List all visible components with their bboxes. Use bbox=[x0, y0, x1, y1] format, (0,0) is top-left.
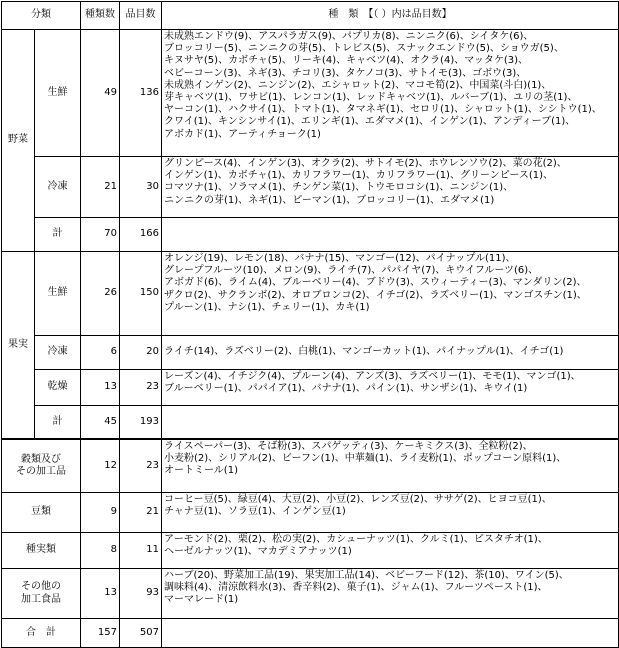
category-vegetables: 野菜 bbox=[2, 30, 35, 252]
subcategory-label: 生鮮 bbox=[35, 30, 81, 157]
kinds-count: 45 bbox=[81, 406, 120, 439]
kinds-description bbox=[162, 336, 619, 370]
subcategory-label: 乾燥 bbox=[35, 370, 81, 406]
description-line: ヘーゼルナッツ(1)、マカデミアナッツ(1) bbox=[164, 546, 352, 558]
description-line: ライスペーパー(3)、そば粉(3)、スパゲッティ(3)、ケーキミクス(3)、全粒粉(2)、 bbox=[164, 440, 533, 452]
description-line: ヤーコン(1)、ハクサイ(1)、トマト(1)、タマネギ(1)、セロリ(1)、シャロット(1)、シシトウ(1)、 bbox=[164, 104, 602, 116]
table-row bbox=[2, 493, 619, 533]
kinds-count: 6 bbox=[81, 336, 120, 370]
table-row bbox=[2, 439, 619, 493]
category-label-line: 穀類及び bbox=[21, 453, 61, 465]
description-line: オートミール(1) bbox=[164, 464, 238, 476]
items-count: 136 bbox=[120, 30, 162, 157]
category-beans: 豆類 bbox=[2, 493, 81, 533]
items-count: 21 bbox=[120, 493, 162, 533]
description-line: 小麦粉(2)、シリアル(2)、ビーフン(1)、中華麺(1)、ライ麦粉(1)、ポップコーン原料(1)、 bbox=[164, 452, 567, 464]
subtotal-label: 計 bbox=[35, 218, 81, 252]
description-line: インゲン(1)、カボチャ(1)、カリフラワー(1)、カリフラワー(1)、グリーンピース(1)、 bbox=[164, 170, 554, 182]
kinds-count: 12 bbox=[81, 439, 120, 493]
description-line: マーマレード(1) bbox=[164, 594, 239, 606]
subcategory-label: 冷凍 bbox=[35, 336, 81, 370]
table-row bbox=[2, 406, 619, 439]
table-row bbox=[2, 252, 619, 336]
food-classification-table bbox=[1, 1, 619, 648]
description-line: ブロッコリー(5)、ニンニクの芽(5)、トレビス(5)、スナックエンドウ(5)、ショウガ(5)、 bbox=[164, 43, 564, 55]
description-line: オレンジ(19)、レモン(18)、バナナ(15)、マンゴー(12)、パイナップル(11)、 bbox=[164, 253, 516, 264]
kinds-description bbox=[162, 252, 619, 336]
items-count: 193 bbox=[120, 406, 162, 439]
table-row bbox=[2, 218, 619, 252]
description-line: キヌサヤ(5)、カボチャ(5)、リーキ(4)、キャベツ(4)、オクラ(4)、マッタケ(3)、 bbox=[164, 55, 528, 67]
description-line: コーヒー豆(5)、緑豆(4)、大豆(2)、小豆(2)、レンズ豆(2)、ササゲ(2)、ヒヨコ豆(1)、 bbox=[164, 494, 552, 505]
kinds-count: 21 bbox=[81, 157, 120, 218]
kinds-description bbox=[162, 157, 619, 218]
header-description: 種 類 【（ ）内は品目数】 bbox=[162, 2, 619, 30]
kinds-count: 13 bbox=[81, 370, 120, 406]
grand-total-row bbox=[2, 619, 619, 648]
header-row bbox=[2, 2, 619, 30]
subcategory-label: 生鮮 bbox=[35, 252, 81, 336]
items-count: 11 bbox=[120, 533, 162, 569]
kinds-description bbox=[162, 493, 619, 533]
items-count: 93 bbox=[120, 569, 162, 619]
category-fruits: 果実 bbox=[2, 252, 35, 439]
description-line: グリンピース(4)、インゲン(3)、オクラ(2)、サトイモ(2)、ホウレンソウ(2)、菜の花(2)、 bbox=[164, 158, 567, 169]
description-line: クワイ(1)、キンシンサイ(1)、エリンギ(1)、エダマメ(1)、インゲン(1)、アンディーブ(1)、 bbox=[164, 116, 576, 128]
description-line: ベビーコーン(3)、ネギ(3)、チコリ(3)、タケノコ(3)、サトイモ(3)、ゴボウ(3)、 bbox=[164, 67, 527, 79]
items-count: 166 bbox=[120, 218, 162, 252]
category-label-line: 加工食品 bbox=[21, 593, 61, 605]
kinds-count: 49 bbox=[81, 30, 120, 157]
table-row bbox=[2, 370, 619, 406]
subtotal-label: 計 bbox=[35, 406, 81, 439]
description-line: ブルーベリー(1)、パパイア(1)、バナナ(1)、パイン(1)、サンザシ(1)、キウイ(1) bbox=[164, 383, 528, 395]
kinds-count: 8 bbox=[81, 533, 120, 569]
items-count: 507 bbox=[120, 619, 162, 648]
subcategory-label: 冷凍 bbox=[35, 157, 81, 218]
header-classification: 分類 bbox=[2, 2, 81, 30]
description-line: プルーン(1)、ナシ(1)、チェリー(1)、カキ(1) bbox=[164, 301, 370, 313]
kinds-count: 157 bbox=[81, 619, 120, 648]
kinds-count: 9 bbox=[81, 493, 120, 533]
category-label-line: その加工品 bbox=[16, 465, 66, 477]
category-grains bbox=[2, 439, 81, 493]
category-nuts: 種実類 bbox=[2, 533, 81, 569]
description-line: ニンニクの芽(1)、ネギ(1)、ピーマン(1)、ブロッコリー(1)、エダマメ(1) bbox=[164, 194, 495, 206]
description-line: レーズン(4)、イチジク(4)、プルーン(4)、アンズ(3)、ラズベリー(1)、モモ(1)、マンゴ(1)、 bbox=[164, 371, 581, 382]
description-line: アボカド(1)、アーティチョーク(1) bbox=[164, 128, 321, 140]
description-line: ライチ(14)、ラズベリー(2)、白桃(1)、マンゴーカット(1)、パイナップル(1)、イチゴ(1) bbox=[164, 346, 564, 358]
description-line: ザクロ(2)、サクランボ(2)、オロブロンコ(2)、イチゴ(2)、ラズベリー(1)、マンゴスチン(1)、 bbox=[164, 289, 587, 301]
description-line: 調味料(4)、清涼飲料水(3)、香辛料(2)、菓子(1)、ジャム(1)、フルーツペースト(1)、 bbox=[164, 582, 548, 594]
table-row bbox=[2, 30, 619, 157]
description-line: 未成熟エンドウ(9)、アスパラガス(9)、パプリカ(8)、ニンニク(6)、シイタケ(6)、 bbox=[164, 31, 534, 42]
items-count: 150 bbox=[120, 252, 162, 336]
description-line: アボガド(6)、ライム(4)、ブルーベリー(4)、ブドウ(3)、スウィーティー(3)、マンダリン(2)、 bbox=[164, 277, 587, 289]
table-row bbox=[2, 157, 619, 218]
category-label-line: その他の bbox=[21, 581, 61, 593]
table-row bbox=[2, 569, 619, 619]
description-line: コマツナ(1)、ソラマメ(1)、チンゲン菜(1)、トウモロコシ(1)、ニンジン(1)、 bbox=[164, 182, 514, 194]
kinds-count: 70 bbox=[81, 218, 120, 252]
table-row bbox=[2, 336, 619, 370]
grand-total-label: 合 計 bbox=[2, 619, 81, 648]
kinds-description bbox=[162, 370, 619, 406]
kinds-description bbox=[162, 439, 619, 493]
kinds-count: 26 bbox=[81, 252, 120, 336]
category-others bbox=[2, 569, 81, 619]
description-line: アーモンド(2)、栗(2)、松の実(2)、カシューナッツ(1)、クルミ(1)、ピスタチオ(1)、 bbox=[164, 534, 548, 545]
items-count: 23 bbox=[120, 439, 162, 493]
description-line: ハーブ(20)、野菜加工品(19)、果実加工品(14)、ベビーフード(12)、茶(10)、ワイン(5)、 bbox=[164, 570, 569, 581]
header-kinds: 種類数 bbox=[81, 2, 120, 30]
empty-cell bbox=[162, 619, 619, 648]
items-count: 23 bbox=[120, 370, 162, 406]
kinds-description bbox=[162, 30, 619, 157]
description-line: 芽キャベツ(1)、ワサビ(1)、レンコン(1)、レッドキャベツ(1)、ルバーブ(1)、ユリの茎(1)、 bbox=[164, 92, 578, 104]
kinds-description bbox=[162, 569, 619, 619]
header-items: 品目数 bbox=[120, 2, 162, 30]
empty-cell bbox=[162, 406, 619, 439]
description-line: グレープフルーツ(10)、メロン(9)、ライチ(7)、パパイヤ(7)、キウイフルーツ(6)、 bbox=[164, 265, 539, 277]
table-row bbox=[2, 533, 619, 569]
kinds-count: 13 bbox=[81, 569, 120, 619]
description-line: チャナ豆(1)、ソラ豆(1)、インゲン豆(1) bbox=[164, 506, 346, 518]
items-count: 20 bbox=[120, 336, 162, 370]
items-count: 30 bbox=[120, 157, 162, 218]
description-line: 未成熟インゲン(2)、ニンジン(2)、エシャロット(2)、マコモ筍(2)、中国菜(斗白)(1)、 bbox=[164, 79, 552, 91]
empty-cell bbox=[162, 218, 619, 252]
kinds-description bbox=[162, 533, 619, 569]
